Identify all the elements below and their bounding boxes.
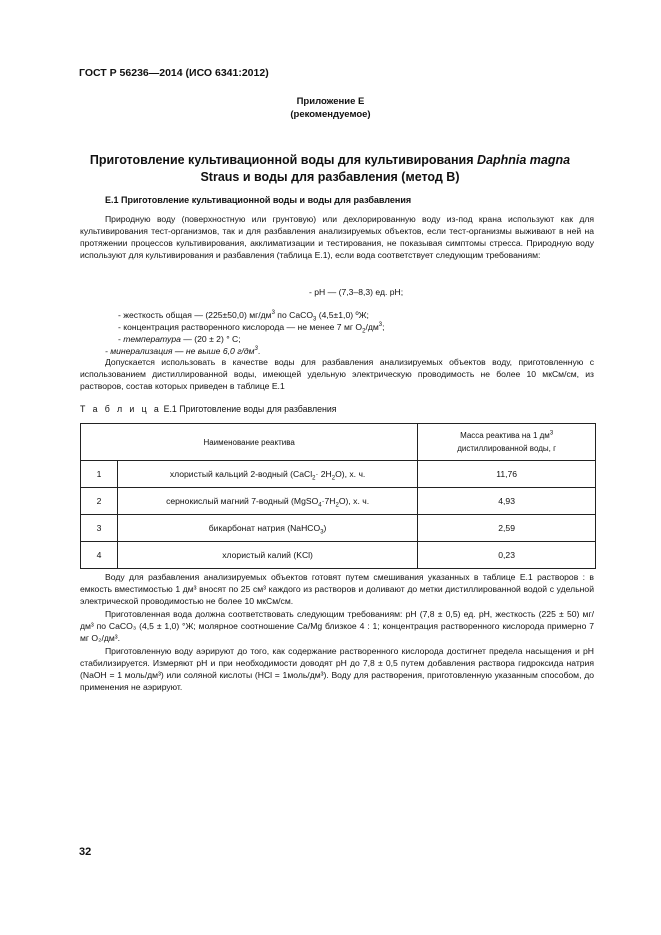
req-mineralization: - минерализация — не выше 6,0 $г/дм^3$. — [105, 346, 261, 356]
header-reagent-mass: Масса реактива на 1 $дм^3$ дистиллированной воды, г — [418, 424, 596, 461]
reagent-name: бикарбонат натрия (NaHCO$_3$) — [117, 515, 417, 542]
document-code: ГОСТ Р 56236—2014 (ИСО 6341:2012) — [79, 67, 269, 79]
title-line2: Straus и воды для разбавления (метод В) — [200, 170, 460, 184]
page-number: 32 — [79, 846, 92, 858]
table-row: 3 бикарбонат натрия (NaHCO$_3$) 2,59 — [81, 515, 596, 542]
reagent-name: хлористый кальций 2-водный (CaCl$_2$· $2H_2O$), х. ч. — [117, 461, 417, 488]
req-hardness: - жесткость общая — (225±50,0) $мг/дм^3$ по CaCO$_3$ (4,5±1,0) ºЖ; — [118, 310, 369, 323]
table-row: 1 хлористый кальций 2-водный (CaCl$_2$· $2H_2O$), х. ч. 11,76 — [81, 461, 596, 488]
header-reagent-name: Наименование реактива — [81, 424, 418, 461]
distilled-paragraph: Допускается использовать в качестве воды для разбавления анализируемых объектов воду, приготовленную с использованием дистиллированной воды, имеющей удельную электрическую проводимость не более 10 мкСм/см, из растворов, состав которых приведен в таблице Е.1 — [80, 357, 594, 391]
intro-paragraph: Природную воду (поверхностную или грунтовую) или дехлорированную воду из-под крана используют как для культивирования тест-организмов, так и для разбавления анализируемых объектов, если тест-организмы выживают в ней на протяжении процессов культивирования, акклиматизации и тестирования, не показывая симптомы стресса. Природную воду используют для культивирования и разбавления (таблица Е.1), если вода соответствует следующим требованиям: — [80, 214, 594, 260]
req-ph: - рН — (7,3–8,3) ед. рН; — [309, 287, 404, 297]
appendix-label: Приложение Е — [296, 96, 365, 107]
table-caption: Т а б л и ц а Е.1 Приготовление воды для разбавления — [80, 404, 337, 414]
req-oxygen: - концентрация растворенного кислорода — не менее 7 мг $O_2/дм^3$; — [118, 322, 385, 335]
table-row: 2 сернокислый магний 7-водный $(MgSO_4\cdot 7H_2O)$, х. ч. 4,93 — [81, 488, 596, 515]
title-line1: Приготовление культивационной воды для культивирования — [89, 153, 478, 167]
reagent-name: сернокислый магний 7-водный $(MgSO_4\cdot 7H_2O)$, х. ч. — [117, 488, 417, 515]
title-species: Daphnia magna — [477, 153, 571, 167]
aeration-paragraph: Приготовленную воду аэрируют до того, как содержание растворенного кислорода достигнет предела насыщения и рН стабилизируется. Измеряют рН и при необходимости доводят рН до 7,8 ± 0,5 путем добавления раствора гидроксида натрия (NaOH = 1 моль/дм³) или соляной кислоты (HCl = 1моль/дм³). Воду для растворения, приготовленную указанным способом, до применения не аэрируют. — [80, 646, 594, 692]
reagents-table — [80, 423, 596, 569]
table-row: 4 хлористый калий (KCl) 0,23 — [81, 542, 596, 569]
section-heading: Е.1 Приготовление культивационной воды и воды для разбавления — [105, 195, 412, 205]
appendix-title — [80, 152, 580, 186]
reagent-name: хлористый калий (KCl) — [117, 542, 417, 569]
prep-paragraph: Воду для разбавления анализируемых объектов готовят путем смешивания указанных в таблице Е.1 растворов : в емкость вместимостью 1 дм³ вносят по 25 см³ каждого из растворов и доливают до метки дистиллированной водой с удельной электрической проводимостью не более 10 мкСм/см. — [80, 572, 594, 606]
requirements-paragraph: Приготовленная вода должна соответствовать следующим требованиям: рН (7,8 ± 0,5) ед. рН, жесткость (225 ± 50) мг/дм³ по CaCO₃ (4,5 ± 1,0) °Ж; молярное соотношение Ca/Mg близкое 4 : 1; концентрация растворенного кислорода примерно 7 мг O₂/дм³. — [80, 609, 594, 643]
req-temperature: - температура — (20 ± 2) ° С; — [118, 334, 241, 344]
table-header-row — [81, 424, 596, 461]
appendix-status: (рекомендуемое) — [290, 109, 371, 120]
